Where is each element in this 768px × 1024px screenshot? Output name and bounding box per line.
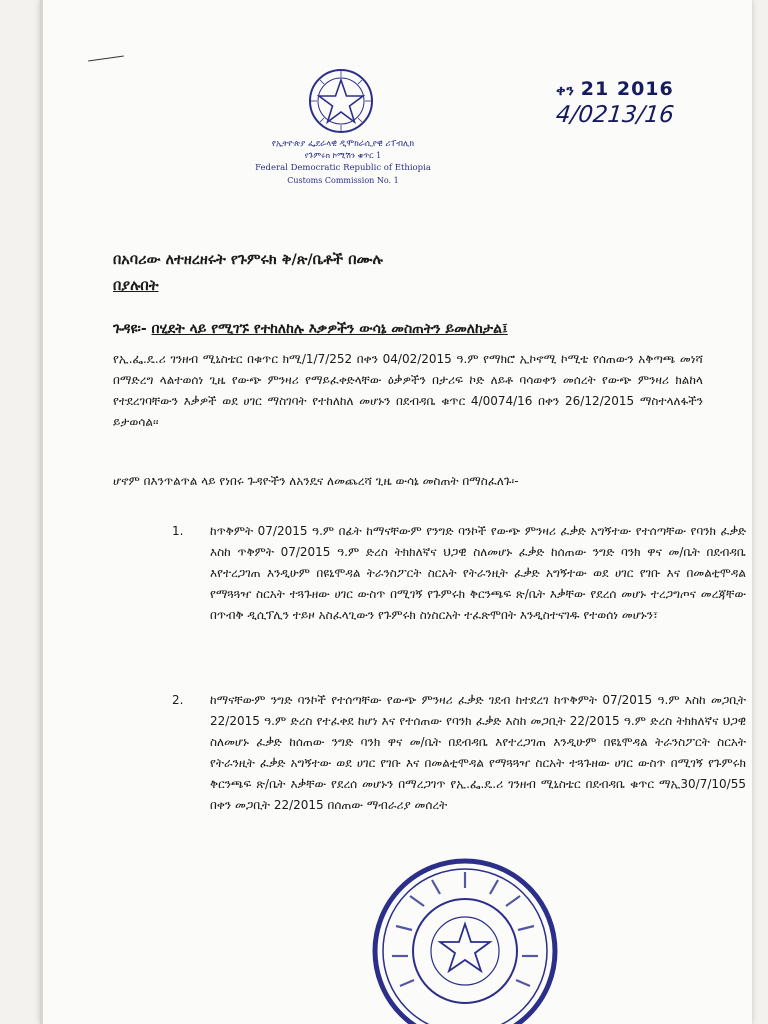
subject-label: ጉዳዩ፡- — [113, 321, 147, 337]
addressee-line-1: በአባሪው ለተዘረዘሩት የጉምሩክ ቅ/ጽ/ቤቶች በሙሉ — [113, 252, 383, 268]
letter-page — [40, 0, 752, 1024]
agency-unit-english: Customs Commission No. 1 — [287, 176, 399, 185]
agency-header — [218, 138, 468, 187]
agency-unit-amharic: የጉምሩክ ኮሚሽን ቁጥር 1 — [304, 151, 382, 160]
date-value: 21 2016 — [580, 78, 674, 100]
list-item-text: ከጥቅምት 07/2015 ዓ.ም በፊት ከማናቸውም የንግድ ባንኮች የውጭ ምንዛሪ ፈቃድ አግኝተው የተሰጣቸው የባንክ ፈቃድ እስከ ጥቅምት 07/2015 ዓ.ም ድረስ ትክክለኛና ህጋዊ ስለመሆኑ ፈቃድ ከሰጠው ንግድ ባንክ ዋና መ/ቤት በደብዳቤ እየተረጋገጠ እንዲሁም በዩኒሞዳል ትራንስፖርት ስርአት የትራንዚት ፈቃድ አግኝተው ወደ ሀገር የገቡ እና በመልቲሞዳል የማጓጓዣ ስርአት ተጓጉዘው ሀገር ውስጥ በሚገኝ የጉምሩክ ቅርንጫፍ ጽ/ቤት እቃቸው የደረሰ መሆኑ ተረጋግጦና መረጃቸው በጥብቅ ዲሲፕሊን ተይዞ አስፈላጊውን የጉምሩክ ስነስርአት ተፈጽሞበት እንዲስተናገዱ የተወሰነ መሆኑን፣ — [210, 524, 746, 622]
list-item-number: 1. — [172, 524, 184, 538]
body-paragraph-1: የኢ.ፌ.ዴ.ሪ ገንዘብ ሚኒስቴር በቁጥር ክሚ/1/7/252 በቀን 04/02/2015 ዓ.ም የማክሮ ኢኮኖሚ ኮሚቴ የሰጠውን አቅጣጫ መነሻ በማድረግ ላልተወሰነ ጊዜ የውጭ ምንዛሪ የማይፈቀድላቸው ዕቃዎችን በታሪፍ ኮድ ለይቶ ባሳወቀን መሰረት የውጭ ምንዛሪ ክልከላ የተደረገባቸውን እቃዎች ወደ ሀገር ማስገባት የተከለከለ መሆኑን በደብዳቤ ቁጥር 4/0074/16 በቀን 26/12/2015 ማስተላለፋችን ይታወሳል፡፡ — [113, 352, 703, 429]
reference-number: 4/0213/16 — [554, 102, 676, 128]
list-item-text: ከማናቸውም ንግድ ባንኮች የተሰጣቸው የውጭ ምንዛሪ ፈቃድ ገደብ ከተደረገ ከጥቅምት 07/2015 ዓ.ም እስከ መጋቢት 22/2015 ዓ.ም ድረስ የተፈቀደ ከሆነ እና የተሰጠው የባንክ ፈቃድ እስከ መጋቢት 22/2015 ዓ.ም ድረስ ትክክለኛና ህጋዊ ስለመሆኑ ፈቃድ ከሰጠው ንግድ ባንክ ዋና መ/ቤት በደብዳቤ እየተረጋገጠ እንዲሁም በዩኒሞዳል ትራንስፖርት ስርአት የትራንዚት ፈቃድ አግኝተው ወደ ሀገር የገቡ እና በመልቲሞዳል የማጓጓዣ ስርአት ተጓጉዘው ሀገር ውስጥ በሚገኝ የጉምሩክ ቅርንጫፍ ጽ/ቤት እቃቸው የደረሰ መሆኑን በማረጋገጥ የኢ.ፌ.ዴ.ሪ ገንዘብ ሚኒስቴር በደብዳቤ ቁጥር ማኢ30/7/10/55 በቀን መጋቢት 22/2015 በሰጠው ማብራሪያ መሰረት — [210, 693, 746, 812]
ethiopian-emblem-icon — [308, 68, 374, 134]
addressee — [113, 247, 383, 299]
reference-block — [556, 78, 674, 128]
official-seal-icon — [370, 856, 560, 1024]
subject-value: በሂደት ላይ የሚገኙ የተከለከሉ እቃዎችን ውሳኔ መስጠትን ይመለከታል፤ — [151, 321, 508, 337]
agency-name-amharic: የኢትዮጵያ ፌደራላዊ ዲሞክራሲያዊ ሪፐብሊክ — [271, 139, 415, 149]
date-label: ቀን — [556, 83, 575, 99]
reference-date — [556, 78, 674, 100]
body-paragraph-2: ሆኖም በእንጥልጥል ላይ የነበሩ ጉዳዮችን ለአንዴና ለመጨረሻ ጊዜ ውሳኔ መስጠት በማስፈለጉ፡- — [113, 474, 519, 488]
subject-line — [113, 321, 508, 337]
page-edge — [40, 0, 43, 1024]
pen-mark — [88, 55, 124, 61]
addressee-line-2: በያሉበት — [113, 278, 159, 294]
agency-name-english: Federal Democratic Republic of Ethiopia — [255, 163, 431, 173]
list-item-number: 2. — [172, 693, 184, 707]
